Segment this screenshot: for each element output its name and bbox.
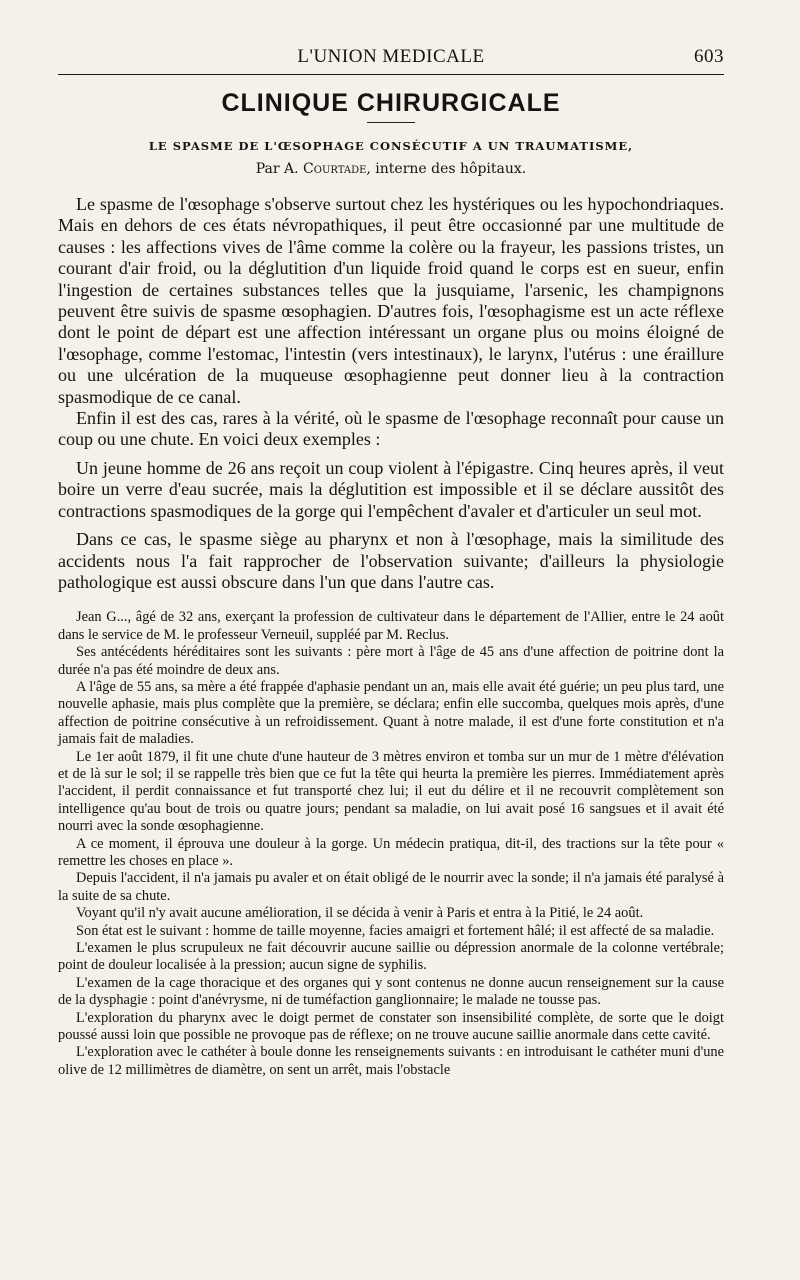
case-paragraph: Ses antécédents héréditaires sont les suivants : père mort à l'âge de 45 ans d'une affection de poitrine dont la durée n'a pas été moindre de deux ans.	[58, 644, 724, 678]
article-title: LE SPASME DE L'ŒSOPHAGE CONSÉCUTIF A UN TRAUMATISME,	[148, 139, 634, 153]
lead-paragraph: Dans ce cas, le spasme siège au pharynx et non à l'œsophage, mais la similitude des accidents nous l'a fait rapprocher de l'observation suivante; d'ailleurs la physiologie pathologique est aussi obscure dans l'un que dans l'autre cas.	[58, 529, 724, 592]
lead-paragraph: Le spasme de l'œsophage s'observe surtout chez les hystériques ou les hypochondriaques. Mais en dehors de ces états névropathiques, il peut être occasionné par une multitude de causes : les affections vives de l'âme comme la colère ou la frayeur, les passions tristes, un courant d'air froid, ou la déglutition d'un liquide froid quand le corps est en sueur, enfin l'ingestion de certaines substances telles que la jusquiame, l'arsenic, les champignons peuvent être suivis de spasme œsophagien. D'autres fois, l'œsophagisme est un acte réflexe dont le point de départ est une affection intéressant un organe plus ou moins éloigné de l'œsophage, comme l'estomac, l'intestin (vers intestinaux), le larynx, l'utérus : une éraillure ou une ulcération de la muqueuse œsophagienne peut donner lieu à la contraction spasmodique de ce canal.	[58, 194, 724, 407]
lead-paragraph: Enfin il est des cas, rares à la vérité, où le spasme de l'œsophage reconnaît pour cause un coup ou une chute. En voici deux exemples :	[58, 408, 724, 450]
case-paragraph: A l'âge de 55 ans, sa mère a été frappée d'aphasie pendant un an, mais elle avait été guérie; un peu plus tard, une nouvelle aphasie, mais plus complète que la première, se déclara; enfin elle succomba, quelques mois après, d'une affection de poitrine consécutive à un refroidissement. Quant à notre malade, il est d'une forte constitution et n'a jamais fait de maladies.	[58, 678, 724, 748]
case-paragraph: L'exploration du pharynx avec le doigt permet de constater son insensibilité complète, de sorte que le doigt poussé aussi loin que possible ne provoque pas de réflexe; on ne trouve aucune saillie anormale dans cette cavité.	[58, 1009, 724, 1044]
author-name: Courtade	[303, 161, 367, 177]
case-paragraph: Voyant qu'il n'y avait aucune amélioration, il se décida à venir à Paris et entra à la Pitié, le 24 août.	[76, 905, 644, 922]
lead-paragraph: Un jeune homme de 26 ans reçoit un coup violent à l'épigastre. Cinq heures après, il veut boire un verre d'eau sucrée, mais la déglutition est impossible et il se déclare aussitôt des contractions spasmodiques de la gorge qui l'empêchent d'avaler et d'articuler un seul mot.	[58, 457, 724, 521]
case-paragraph: A ce moment, il éprouva une douleur à la gorge. Un médecin pratiqua, dit-il, des tractions sur la tête pour « remettre les choses en place ».	[58, 835, 724, 869]
page	[58, 40, 724, 1079]
case-paragraph: Son état est le suivant : homme de taille moyenne, facies amaigri et fortement hâlé; il est affecté de sa maladie.	[76, 922, 715, 939]
byline-suffix: , interne des hôpitaux.	[366, 161, 527, 177]
case-paragraph: L'exploration avec le cathéter à boule donne les renseignements suivants : en introduisant le cathéter muni d'une olive de 12 millimètres de diamètre, on sent un arrêt, mais l'obstacle	[58, 1044, 724, 1078]
byline	[58, 161, 724, 177]
case-paragraph: Le 1er août 1879, il fit une chute d'une hauteur de 3 mètres environ et tomba sur un mur de 1 mètre d'élévation et de là sur le sol; il se rappelle très bien que ce fut la tête qui heurta la première les pierres. Immédiatement après l'accident, il perdit connaissance et fut transporté chez lui; il eut du délire et il ne recouvrit complètement son intelligence qu'au bout de trois ou quatre jours; pendant sa maladie, on lui avait posé 16 sangsues et il avait été nourri avec la sonde œsophagienne.	[58, 748, 724, 835]
case-paragraph: L'examen de la cage thoracique et des organes qui y sont contenus ne donne aucun renseignement sur la cause de la dysphagie : point d'anévrysme, ni de tuméfaction ganglionnaire; le malade ne tousse pas.	[58, 974, 724, 1009]
case-paragraph: L'examen le plus scrupuleux ne fait découvrir aucune saillie ou dépression anormale de la colonne vertébrale; point de douleur localisée à la pression; aucun signe de syphilis.	[58, 940, 724, 974]
title-divider	[367, 122, 415, 123]
case-paragraph: Jean G..., âgé de 32 ans, exerçant la profession de cultivateur dans le département de l'Allier, entre le 24 août dans le service de M. le professeur Verneuil, suppléé par M. Reclus.	[58, 609, 724, 643]
case-paragraph: Depuis l'accident, il n'a jamais pu avaler et on était obligé de le nourrir avec la sonde; il n'a jamais été paralysé à la suite de sa chute.	[58, 870, 724, 904]
case-report	[58, 609, 724, 1079]
running-header	[58, 40, 724, 75]
section-title: CLINIQUE CHIRURGICALE	[221, 89, 561, 117]
lead-text	[58, 194, 724, 593]
running-title: L'UNION MEDICALE	[297, 46, 485, 67]
page-number: 603	[694, 46, 724, 67]
byline-prefix: Par A.	[255, 161, 299, 177]
